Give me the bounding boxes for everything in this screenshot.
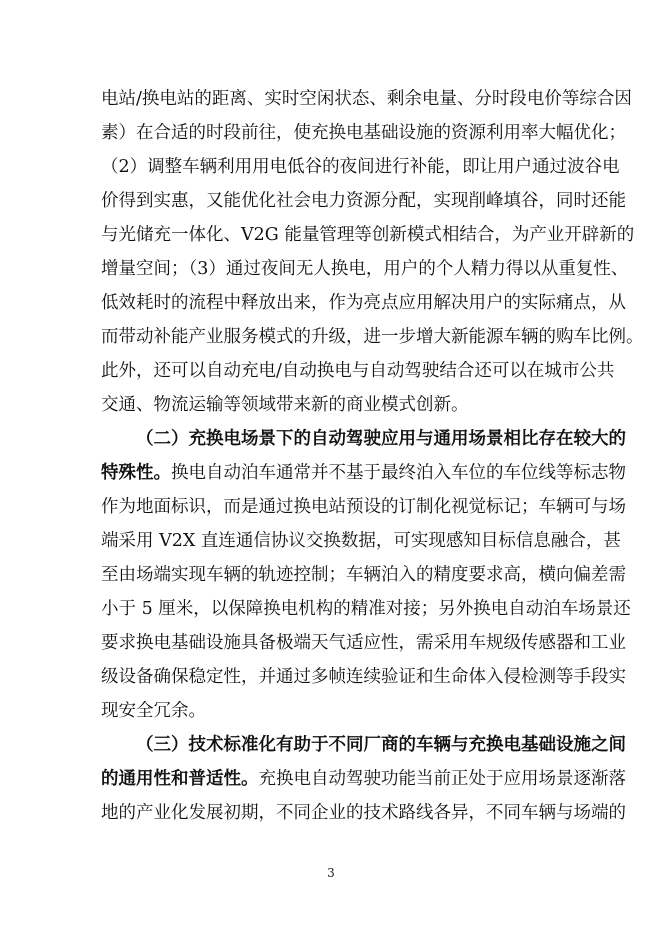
body-text-line: 与光储充一体化、V2G 能量管理等创新模式相结合，为产业开辟新的 bbox=[101, 225, 635, 245]
body-text-line: 价得到实惠，又能优化社会电力资源分配，实现削峰填谷，同时还能 bbox=[101, 191, 626, 211]
body-text-line: 电站/换电站的距离、实时空闲状态、剩余电量、分时段电价等综合因 bbox=[101, 89, 632, 109]
body-text-line: 现安全冗余。 bbox=[101, 701, 206, 721]
body-text-line: 地的产业化发展初期，不同企业的技术路线各异，不同车辆与场端的 bbox=[101, 803, 626, 823]
body-text-line: （2）调整车辆利用用电低谷的夜间进行补能，即让用户通过波谷电 bbox=[101, 157, 620, 177]
page-number: 3 bbox=[327, 866, 335, 880]
section-heading: （二）充换电场景下的自动驾驶应用与通用场景相比存在较大的 bbox=[136, 429, 626, 449]
body-text-line: 级设备确保稳定性，并通过多帧连续验证和生命体入侵检测等手段实 bbox=[101, 667, 626, 687]
body-text-line: 端采用 V2X 直连通信协议交换数据，可实现感知目标信息融合，甚 bbox=[101, 531, 621, 551]
body-text-line: 作为地面标识，而是通过换电站预设的订制化视觉标记；车辆可与场 bbox=[101, 497, 626, 517]
body-text-line: 增量空间；（3）通过夜间无人换电，用户的个人精力得以从重复性、 bbox=[101, 259, 629, 279]
body-text-line: 低效耗时的流程中释放出来，作为亮点应用解决用户的实际痛点，从 bbox=[101, 293, 626, 313]
section-heading-continued bbox=[101, 767, 626, 791]
body-text-line: 小于 5 厘米，以保障换电机构的精准对接；另外换电自动泊车场景还 bbox=[101, 599, 631, 619]
body-text-line: 要求换电基础设施具备极端天气适应性，需采用车规级传感器和工业 bbox=[101, 633, 626, 653]
body-text-line: 至由场端实现车辆的轨迹控制；车辆泊入的精度要求高，横向偏差需 bbox=[101, 565, 626, 585]
section-heading-continued bbox=[101, 461, 626, 485]
body-text-span: 换电自动泊车通常并不基于最终泊入车位的车位线等标志物 bbox=[171, 463, 626, 483]
body-text-line: 素）在合适的时段前往，使充换电基础设施的资源利用率大幅优化； bbox=[101, 123, 626, 143]
section-heading: （三）技术标准化有助于不同厂商的车辆与充换电基础设施之间 bbox=[136, 735, 626, 755]
body-text-line: 此外，还可以自动充电/自动换电与自动驾驶结合还可以在城市公共 bbox=[101, 361, 615, 381]
section-heading-bold: 特殊性。 bbox=[101, 463, 171, 483]
body-text-line: 而带动补能产业服务模式的升级，进一步增大新能源车辆的购车比例。 bbox=[101, 327, 644, 347]
section-heading-bold: 的通用性和普适性。 bbox=[101, 769, 259, 789]
body-text-line: 交通、物流运输等领域带来新的商业模式创新。 bbox=[101, 395, 469, 415]
body-text-span: 充换电自动驾驶功能当前正处于应用场景逐渐落 bbox=[258, 769, 626, 789]
